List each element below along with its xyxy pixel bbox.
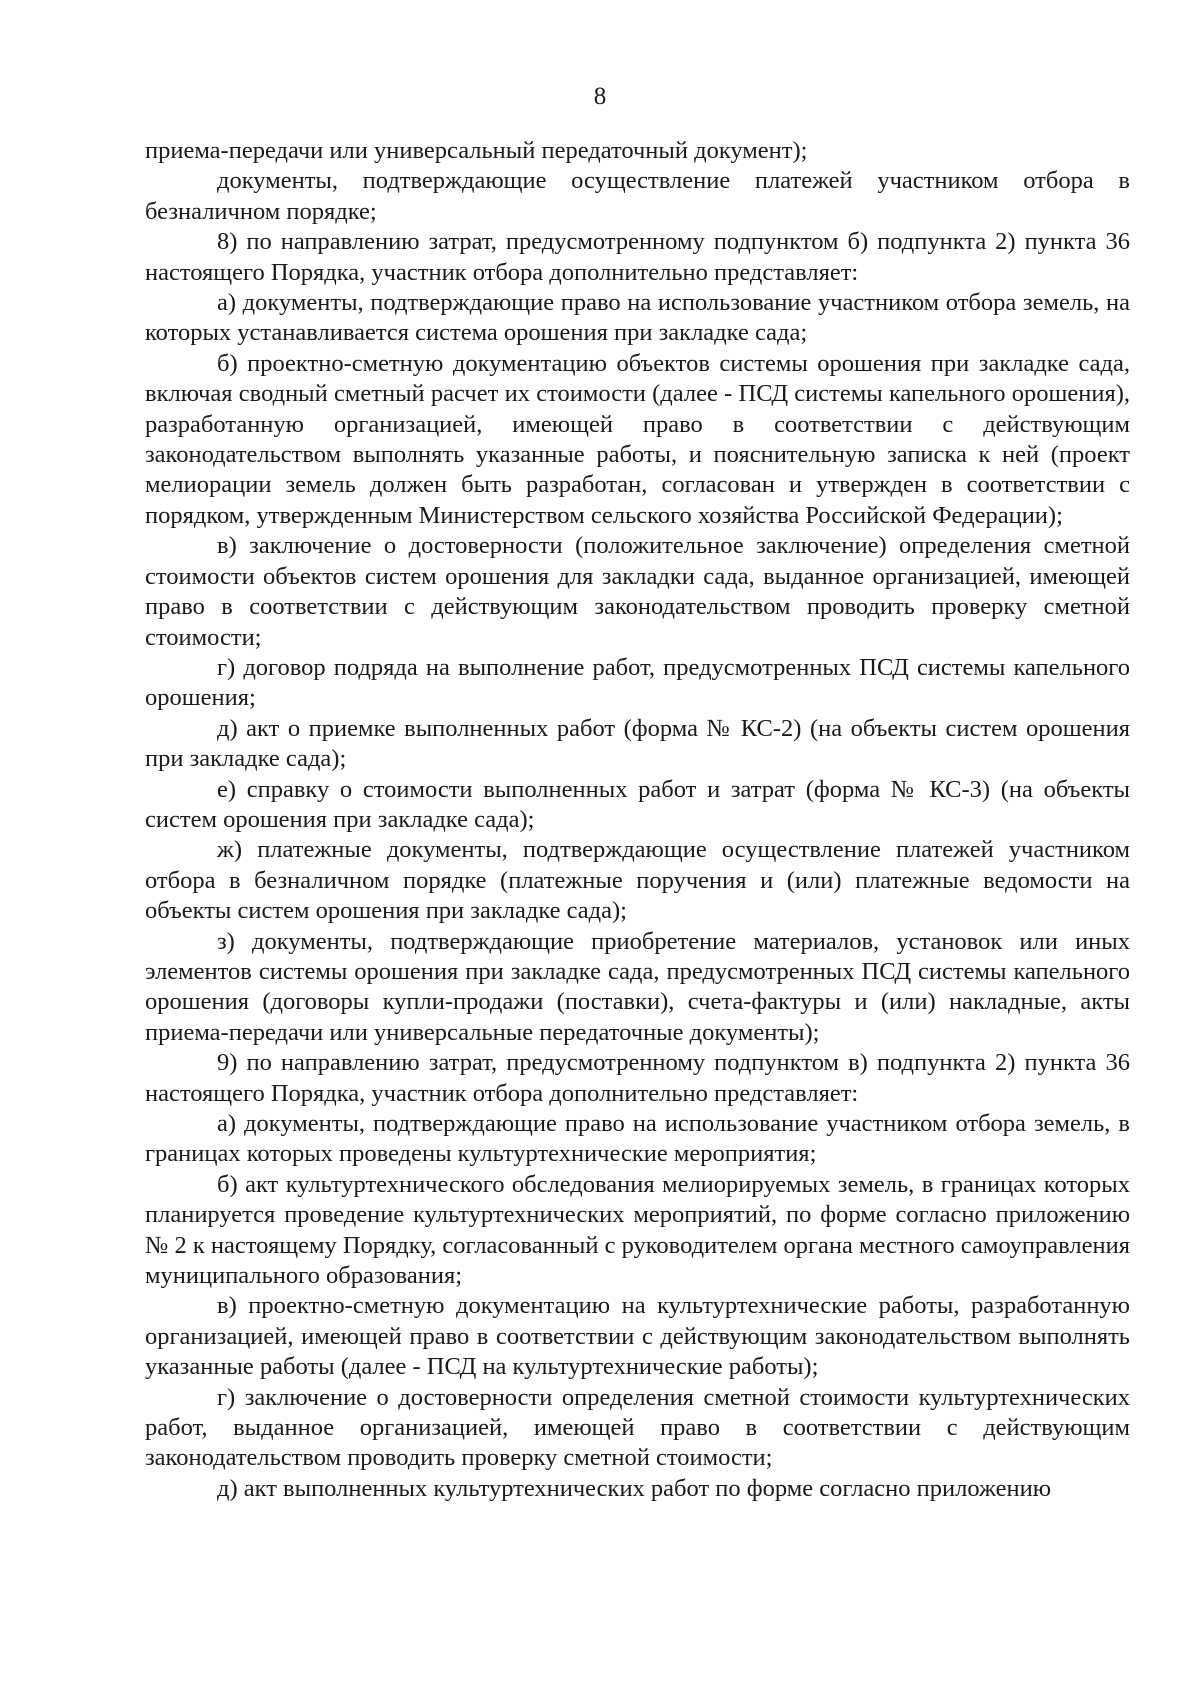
paragraph-item-8v: в) заключение о достоверности (положительное заключение) определения сметной стоимости объектов систем орошения для закладки сада, выданное организацией, имеющей право в соответствии с действующим законодательством проводить проверку сметной стоимости;: [145, 532, 1130, 651]
paragraph-continuation: приема-передачи или универсальный передаточный документ);: [145, 137, 808, 164]
paragraph-item-8b: б) проектно-сметную документацию объектов системы орошения при закладке сада, включая сводный сметный расчет их стоимости (далее - ПСД системы капельного орошения), разработанную организацией, имеющей право в соответствии с действующим законодательством выполнять указанные работы, и пояснительную записка к ней (проект мелиорации земель должен быть разработан, согласован и утвержден в соответствии с порядком, утвержденным Министерством сельского хозяйства Российской Федерации);: [145, 349, 1130, 529]
document-body: [145, 136, 1130, 1504]
paragraph-item-9d: д) акт выполненных культуртехнических работ по форме согласно приложению: [217, 1474, 1052, 1502]
paragraph-item-9g: г) заключение о достоверности определения сметной стоимости культуртехнических работ, выданное организацией, имеющей право в соответствии с действующим законодательством проводить проверку сметной стоимости;: [145, 1383, 1130, 1472]
page-number: 8: [593, 83, 607, 110]
paragraph-item-8e: е) справку о стоимости выполненных работ и затрат (форма № КС-3) (на объекты систем орошения при закладке сада);: [145, 775, 1130, 833]
paragraph-item-9b: б) акт культуртехнического обследования мелиорируемых земель, в границах которых планируется проведение культуртехнических мероприятий, по форме согласно приложению № 2 к настоящему Порядку, согласованный с руководителем органа местного самоуправления муниципального образования;: [145, 1170, 1130, 1290]
paragraph-item-9v: в) проектно-сметную документацию на культуртехнические работы, разработанную организацией, имеющей право в соответствии с действующим законодательством выполнять указанные работы (далее - ПСД на культуртехнические работы);: [145, 1292, 1130, 1381]
paragraph-item-9a: а) документы, подтверждающие право на использование участником отбора земель, в границах которых проведены культуртехнические мероприятия;: [145, 1110, 1130, 1168]
paragraph-item-8g: г) договор подряда на выполнение работ, предусмотренных ПСД системы капельного орошения;: [145, 653, 1130, 712]
paragraph-item-8a: а) документы, подтверждающие право на использование участником отбора земель, на которых устанавливается система орошения при закладке сада;: [145, 289, 1130, 347]
paragraph-item-8zh: ж) платежные документы, подтверждающие осуществление платежей участником отбора в безналичном порядке (платежные поручения и (или) платежные ведомости на объекты систем орошения при закладке сада);: [145, 836, 1130, 925]
paragraph-payment-documents: документы, подтверждающие осуществление платежей участником отбора в безналичном порядке;: [145, 167, 1130, 225]
paragraph-item-9: 9) по направлению затрат, предусмотренному подпунктом в) подпункта 2) пункта 36 настоящего Порядка, участник отбора дополнительно представляет:: [145, 1049, 1130, 1107]
paragraph-item-8z: з) документы, подтверждающие приобретение материалов, установок или иных элементов системы орошения при закладке сада, предусмотренных ПСД системы капельного орошения (договоры купли-продажи (поставки), счета-фактуры и (или) накладные, акты приема-передачи или универсальные передаточные документы);: [145, 927, 1130, 1046]
paragraph-item-8: 8) по направлению затрат, предусмотренному подпунктом б) подпункта 2) пункта 36 настоящего Порядка, участник отбора дополнительно представляет:: [145, 228, 1130, 286]
paragraph-item-8d: д) акт о приемке выполненных работ (форма № КС-2) (на объекты систем орошения при закладке сада);: [145, 714, 1130, 773]
